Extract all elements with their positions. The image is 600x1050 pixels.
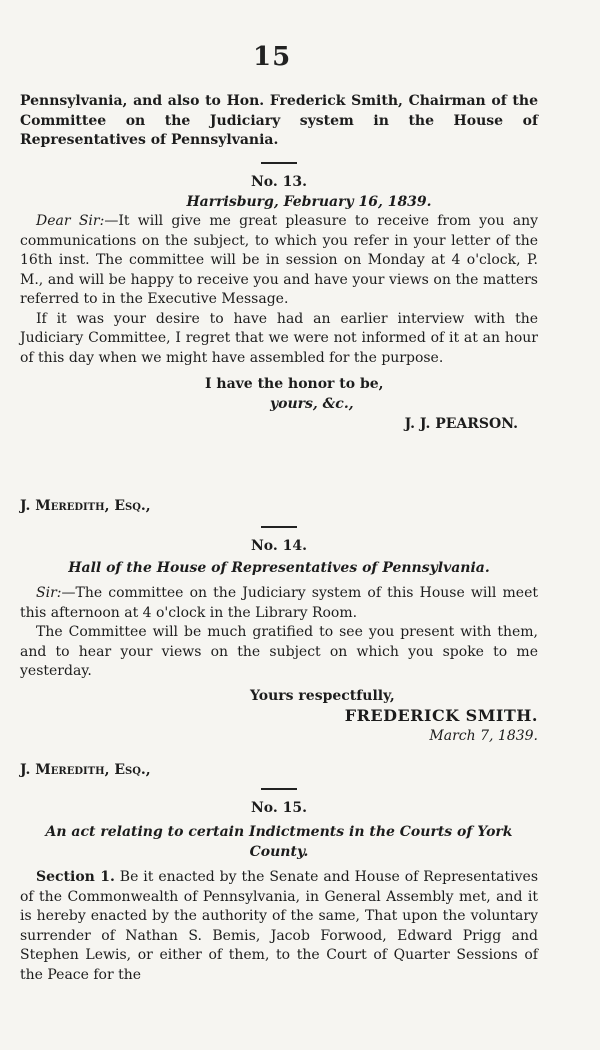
act-15-section-1 [20,868,538,985]
letter-14-para-1: —The committee on the Judiciary system of this House will meet this afternoon at 4 o'clock in the Library Room. [20,585,538,621]
act-15-section-label: Section 1. [36,869,115,885]
letter-14-number: No. 14. [251,538,307,554]
page-number: 15 [253,42,292,72]
letter-14-heading: Hall of the House of Representatives of Pennsylvania. [68,560,490,576]
section-divider [261,162,297,164]
section-divider [261,526,297,528]
letter-14-addressee: J. Meredith, Esq., [20,762,151,778]
letter-13-para-2: If it was your desire to have had an earlier interview with the Judiciary Committee, I regret that we were not informed of it at an hour of this day when we might have assembled for the purpose. [20,310,538,366]
letter-14-salutation: Sir: [36,585,62,601]
letter-13-addressee: J. Meredith, Esq., [20,498,151,514]
letter-13-dateline: Harrisburg, February 16, 1839. [186,194,432,210]
letter-13-para-1: —It will give me great pleasure to receive from you any communications on the subject, to which you refer in your letter of the 16th inst. The committee will be in session on Monday at 4 o'clock, P. M., and will be happy to receive you and have your views on the matters referred to in the Executive Message. [20,213,539,307]
letter-13-salutation: Dear Sir: [36,213,105,229]
letter-13-body-1 [20,212,538,310]
letter-13-signature: J. J. PEARSON. [404,416,518,432]
letter-14 [20,526,538,746]
intro-paragraph: Pennsylvania, and also to Hon. Frederick Smith, Chairman of the Committee on the Judiciary system in the House of Representatives of Pennsylvania. [20,93,538,148]
letter-13-addressee-block [20,498,538,514]
letter-14-signature: FREDERICK SMITH. [344,705,538,725]
act-15-section-text: Be it enacted by the Senate and House of Representatives of the Commonwealth of Pennsylvania, in General Assembly met, and it is hereby enacted by the authority of the same, That upon the voluntary surrender of Nathan S. Bemis, Jacob Forwood, Edward Prigg and Stephen Lewis, or either of them, to the Court of Quarter Sessions of the Peace for the [20,869,538,983]
act-15 [20,788,538,985]
act-15-title-line-2: County. [249,844,309,860]
act-15-title-line-1: An act relating to certain Indictments in the Courts of York [45,824,513,840]
letter-14-addressee-block [20,762,538,778]
letter-14-closing: Yours respectfully, [250,687,395,704]
intro-paragraph-block [20,92,538,151]
letter-13-closing-1: I have the honor to be, [205,376,384,392]
letter-13-closing-2: yours, &c., [270,396,354,412]
letter-14-date: March 7, 1839. [429,727,538,744]
letter-14-para-2: The Committee will be much gratified to see you present with them, and to hear your views on the subject on which you spoke to me yesterday. [20,624,538,679]
letter-13-number: No. 13. [251,174,307,190]
letter-14-body-1 [20,584,538,623]
section-divider [261,788,297,790]
letter-13 [20,162,538,434]
act-15-number: No. 15. [251,800,307,816]
